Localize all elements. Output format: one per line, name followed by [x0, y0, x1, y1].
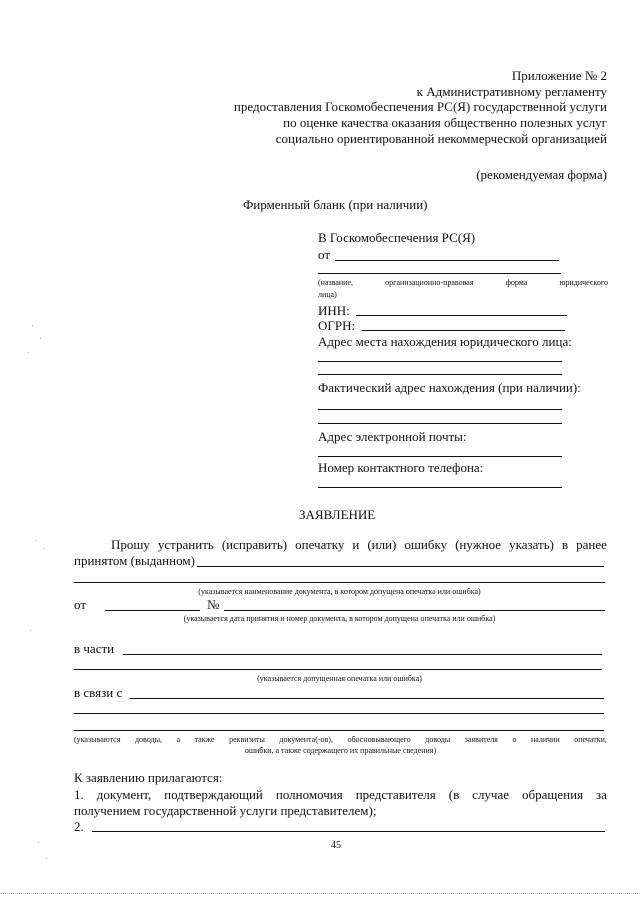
service-title-line-3: социально ориентированной некоммерческой организацией	[275, 131, 607, 146]
actual-address-field-2[interactable]	[318, 423, 562, 424]
inn-field[interactable]	[356, 315, 567, 316]
date-from-label: от	[74, 597, 87, 612]
attachments-heading: К заявлению прилагаются:	[74, 770, 223, 785]
document-title: ЗАЯВЛЕНИЕ	[299, 507, 376, 522]
ogrn-field[interactable]	[362, 330, 565, 331]
phone-label: Номер контактного телефона:	[318, 460, 484, 475]
scan-speck	[46, 858, 47, 859]
scan-speck	[38, 842, 39, 843]
page-number: 45	[331, 840, 341, 851]
reason-field-2[interactable]	[74, 713, 604, 714]
scan-speck	[40, 338, 41, 339]
scan-speck	[30, 630, 31, 631]
regulation-reference: к Административному регламенту	[416, 84, 607, 99]
due-to-label: в связи с	[74, 685, 123, 700]
ogrn-label: ОГРН:	[318, 318, 356, 333]
email-field[interactable]	[318, 456, 562, 457]
addressee-from-label: от	[318, 247, 331, 262]
in-part-label: в части	[74, 641, 115, 656]
service-title-line-2: по оценке качества оказания общественно полезных услуг	[283, 115, 607, 130]
error-hint: (указывается допущенная опечатка или ошибка)	[257, 674, 422, 683]
from-line[interactable]	[335, 260, 559, 261]
legal-address-field-2[interactable]	[318, 374, 562, 375]
service-title-line-1: предоставления Госкомобеспечения РС(Я) государственной услуги	[233, 99, 607, 114]
reasons-hint: (указываются доводы, а также реквизиты документа(-ов), обосновывающего доводы заявителя о наличии опечатки,	[74, 735, 607, 744]
reason-field-3[interactable]	[74, 730, 604, 731]
reason-field-1[interactable]	[130, 698, 604, 699]
recommended-form-note: (рекомендуемая форма)	[476, 167, 607, 182]
legal-address-label: Адрес места нахождения юридического лица:	[318, 334, 572, 349]
appendix-number: Приложение № 2	[511, 68, 607, 83]
issued-label: принятом (выданном)	[74, 553, 195, 568]
document-name-hint: (указывается наименование документа, в котором допущена опечатка или ошибка)	[198, 587, 481, 596]
addressee-to: В Госкомобеспечения РС(Я)	[318, 230, 476, 245]
actual-address-field-1[interactable]	[318, 409, 562, 410]
attachment-item-2-field[interactable]	[92, 831, 605, 832]
scan-speck	[36, 540, 37, 541]
number-sign: №	[207, 597, 220, 612]
phone-field[interactable]	[318, 487, 562, 488]
error-part-field-2[interactable]	[74, 669, 602, 670]
scan-speck	[32, 325, 33, 326]
attachment-item-2: 2.	[74, 819, 84, 834]
inn-label: ИНН:	[318, 303, 350, 318]
document-number-field[interactable]	[224, 610, 605, 611]
reasons-hint-end: ошибки, а также содержащего их правильные сведения)	[244, 746, 437, 755]
document-name-field[interactable]	[197, 566, 604, 567]
document-date-field[interactable]	[105, 610, 200, 611]
attachment-item-1-end: получением государственной услуги представителем);	[74, 803, 377, 818]
legal-address-field-1[interactable]	[318, 361, 562, 362]
scan-speck	[28, 352, 29, 353]
org-name-hint-end: лица)	[318, 290, 337, 299]
scan-edge-line	[0, 893, 640, 894]
attachment-item-1: 1. документ, подтверждающий полномочия представителя (в случае обращения за	[74, 787, 607, 802]
request-text: Прошу устранить (исправить) опечатку и (или) ошибку (нужное указать) в ранее	[111, 537, 607, 552]
date-number-hint: (указывается дата принятия и номер документа, в котором допущена опечатка или ошибка)	[183, 614, 496, 623]
email-label: Адрес электронной почты:	[318, 429, 467, 444]
actual-address-label: Фактический адрес нахождения (при наличии):	[318, 380, 581, 395]
org-name-hint: (название, организационно-правовая форма юридического	[318, 278, 608, 287]
letterhead-note: Фирменный бланк (при наличии)	[243, 197, 428, 212]
from-line-2[interactable]	[318, 273, 561, 274]
document-name-field-2[interactable]	[74, 582, 605, 583]
error-part-field[interactable]	[123, 654, 602, 655]
scan-speck	[44, 548, 45, 549]
